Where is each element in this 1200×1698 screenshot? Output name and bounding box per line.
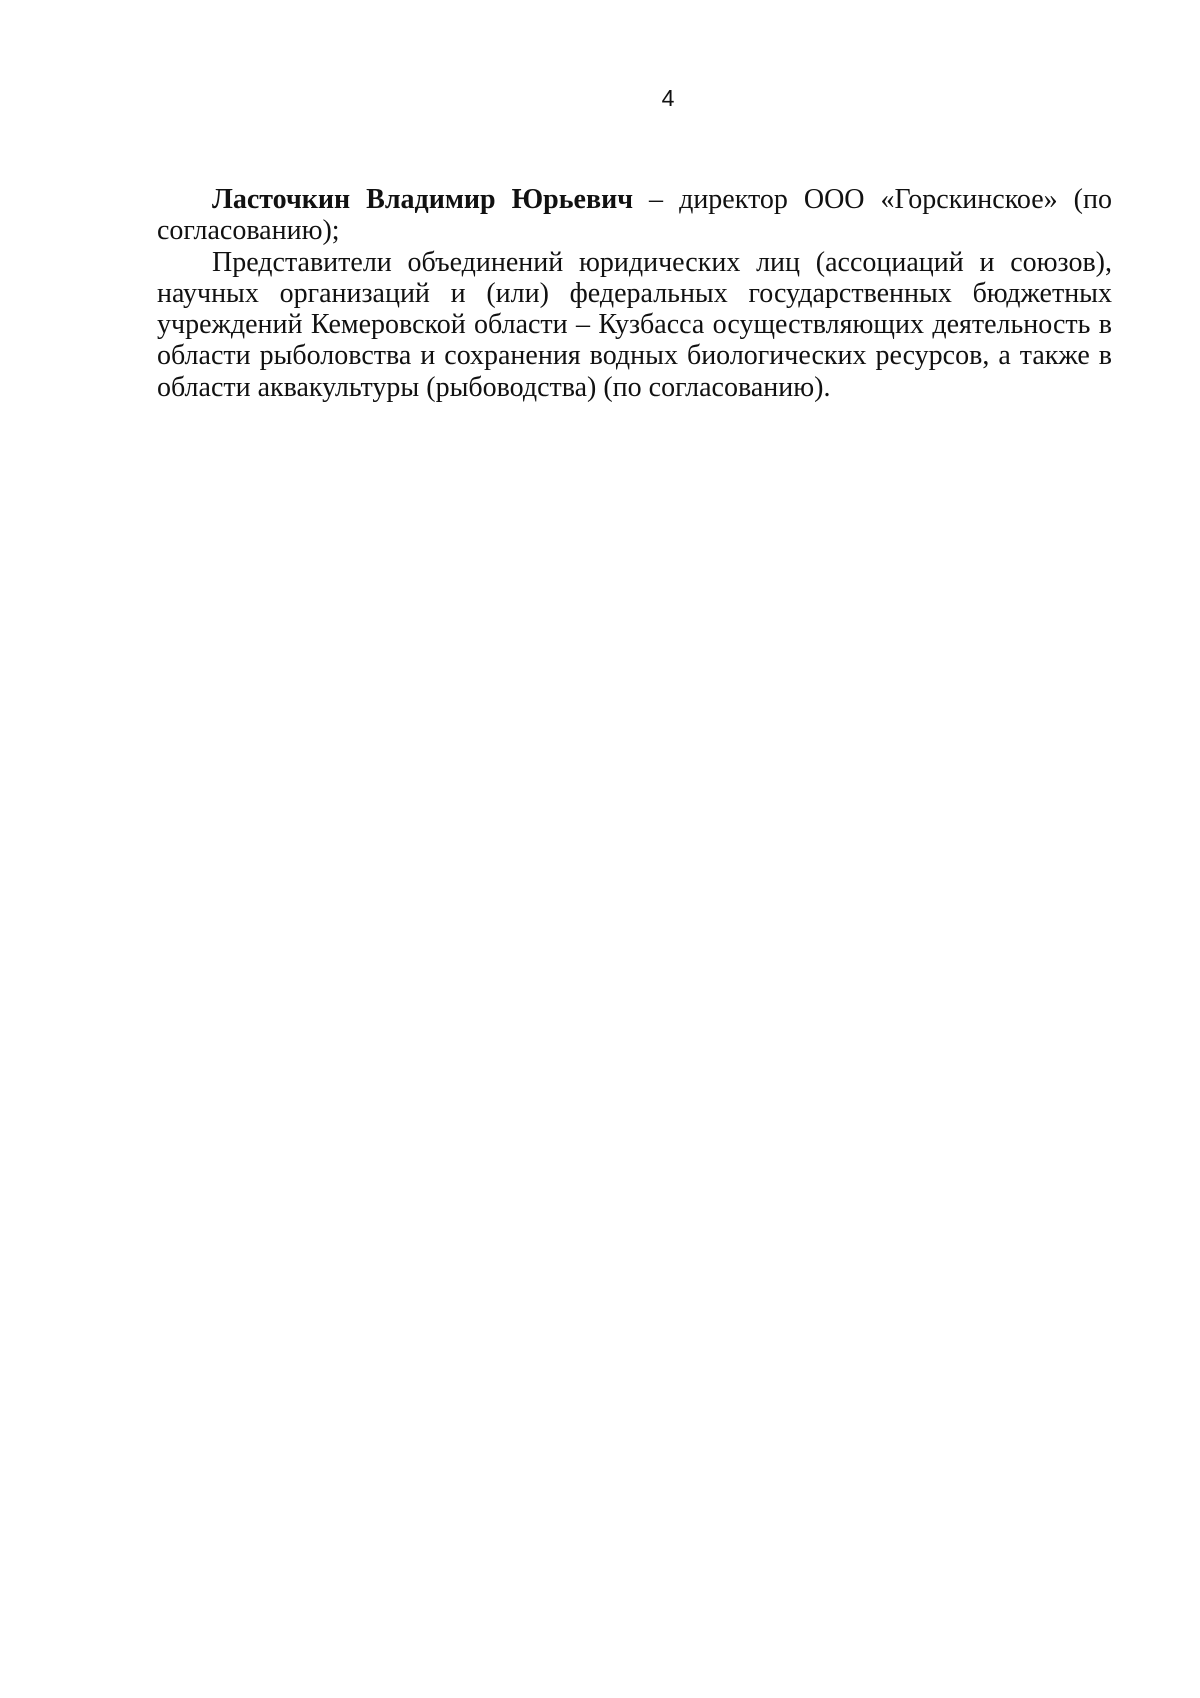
representatives-paragraph: Представители объединений юридических лиц (ассоциаций и союзов), научных организаций и (или) федеральных государственных бюджетных учреждений Кемеровской области – Кузбасса осуществляющих деятельность в области рыболовства и сохранения водных биологических ресурсов, а также в области аквакультуры (рыбоводства) (по согласованию). <box>157 246 1112 403</box>
member-description: – директор ООО «Горскинское» (по согласованию); <box>157 184 1112 247</box>
member-paragraph <box>157 184 1112 247</box>
member-name: Ласточкин Владимир Юрьевич <box>212 184 634 215</box>
document-body <box>157 184 1112 403</box>
page-number: 4 <box>661 85 675 111</box>
